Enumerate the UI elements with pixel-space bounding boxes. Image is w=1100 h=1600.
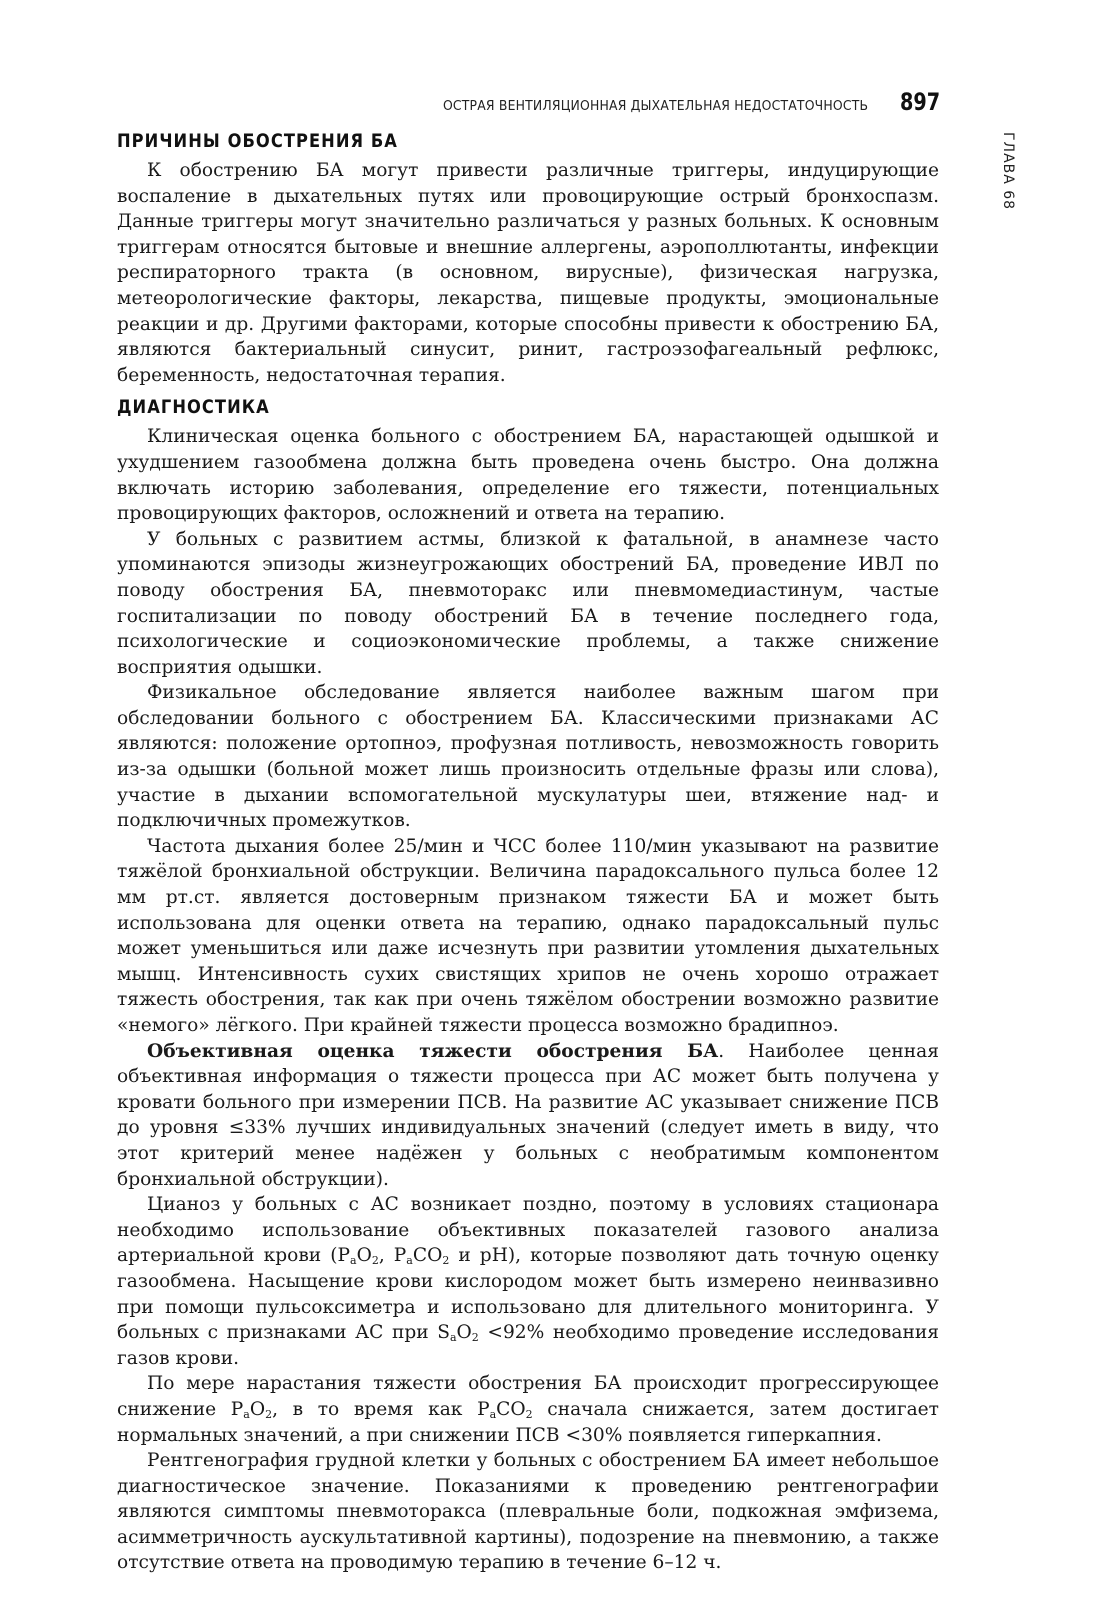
paragraph-lead: Объективная оценка тяжести обострения БА: [147, 1040, 719, 1062]
paragraph: У больных с развитием астмы, близкой к фатальной, в анамнезе часто упоминаются эпизоды жизнеугрожающих обострений БА, проведение ИВЛ по поводу обострения БА, пневмоторакс или пневмомедиастинум, частые госпитализации по поводу обострений БА в течение последнего года, психологические и социоэкономические проблемы, а также снижение восприятия одышки.: [117, 528, 939, 678]
paragraph: [117, 1371, 939, 1448]
page-body: [117, 128, 939, 1576]
paragraph-text: , P: [378, 1245, 407, 1267]
paragraph-text: <92% необходимо проведение исследования газов крови.: [117, 1322, 939, 1369]
paragraph-text: сначала снижается, затем достигает нормальных значений, а при снижении ПСВ <30% появляется гиперкапния.: [117, 1398, 939, 1446]
paragraph-text: CO: [412, 1245, 443, 1267]
subscript: a: [406, 1254, 413, 1268]
paragraph-text: O: [249, 1398, 266, 1420]
paragraph: Частота дыхания более 25/мин и ЧСС более 110/мин указывают на развитие тяжёлой бронхиальной обструкции. Величина парадоксального пульса более 12 мм рт.ст. является достоверным признаком тяжести БА и может быть использована для оценки ответа на терапию, однако парадоксальный пульс может уменьшиться или даже исчезнуть при развитии утомления дыхательных мышц. Интенсивность сухих свистящих хрипов не очень хорошо отражает тяжесть обострения, так как при очень тяжёлом обострении возможно развитие «немого» лёгкого. При крайней тяжести процесса возможно брадипноэ.: [117, 835, 939, 1036]
paragraph-text: , в то время как P: [272, 1398, 490, 1420]
paragraph: Клиническая оценка больного с обострением БА, нарастающей одышкой и ухудшением газообмена должна быть проведена очень быстро. Она должна включать историю заболевания, определение его тяжести, потенциальных провоцирующих факторов, осложнений и ответа на терапию.: [117, 426, 939, 525]
subscript: a: [489, 1407, 497, 1421]
running-header: [120, 88, 940, 118]
subscript: a: [350, 1254, 357, 1268]
paragraph: Физикальное обследование является наиболее важным шагом при обследовании больного с обострением БА. Классическими признаками АС являются: положение ортопноэ, профузная потливость, невозможность говорить из-за одышки (больной может лишь произносить отдельные фразы или слова), участие в дыхании вспомогательной мускулатуры шеи, втяжение над- и подключичных промежутков.: [117, 682, 939, 832]
paragraph-text: и pH), которые позволяют дать точную оценку газообмена. Насыщение крови кислородом может быть измерено неинвазивно при помощи пульсоксиметра и использовано для длительного мониторинга. У больных с признаками АС при S: [117, 1245, 939, 1344]
paragraph: К обострению БА могут привести различные триггеры, индуцирующие воспаление в дыхательных путях или провоцирующие острый бронхоспазм. Данные триггеры могут значительно различаться у разных больных. К основным триггерам относятся бытовые и внешние аллергены, аэрополлютанты, инфекции респираторного тракта (в основном, вирусные), физическая нагрузка, метеорологические факторы, лекарства, пищевые продукты, эмоциональные реакции и др. Другими факторами, которые способны привести к обострению БА, являются бактериальный синусит, ринит, гастроэзофагеальный рефлюкс, беременность, недостаточная терапия.: [117, 160, 939, 386]
paragraph-text: Цианоз у больных с АС возникает поздно, поэтому в условиях стационара необходимо использование объективных показателей газового анализа артериальной крови (P: [117, 1194, 939, 1267]
subscript: a: [449, 1331, 457, 1345]
page-number: 897: [899, 88, 940, 116]
section-heading-diagnostics: ДИАГНОСТИКА: [117, 397, 270, 419]
paragraph: [117, 1192, 939, 1371]
subscript: 2: [442, 1254, 450, 1268]
subscript: 2: [525, 1407, 533, 1421]
paragraph-text: . Наиболее ценная объективная информация о тяжести процесса при АС может быть получена у кровати больного при измерении ПСВ. На развитие АС указывает снижение ПСВ до уровня ≤33% лучших индивидуальных значений (следует иметь в виду, что этот критерий менее надёжен у больных с необратимым компонентом бронхиальной обструкции).: [117, 1040, 939, 1190]
paragraph-text: O: [356, 1245, 372, 1267]
side-chapter-label: ГЛАВА 68: [1000, 132, 1016, 211]
paragraph-text: По мере нарастания тяжести обострения БА происходит прогрессирующее снижение P: [117, 1373, 939, 1420]
paragraph: [117, 1039, 939, 1193]
subscript: a: [243, 1407, 250, 1421]
subscript: 2: [265, 1407, 273, 1421]
paragraph-text: CO: [496, 1398, 526, 1420]
subscript: 2: [471, 1331, 479, 1345]
running-title: ОСТРАЯ ВЕНТИЛЯЦИОННАЯ ДЫХАТЕЛЬНАЯ НЕДОСТАТОЧНОСТЬ: [442, 98, 868, 114]
paragraph: Рентгенография грудной клетки у больных с обострением БА имеет небольшое диагностическое значение. Показаниями к проведению рентгенографии являются симптомы пневмоторакса (плевральные боли, подкожная эмфизема, асимметричность аускультативной картины), подозрение на пневмонию, а также отсутствие ответа на проводимую терапию в течение 6–12 ч.: [117, 1450, 939, 1574]
section-heading-causes: ПРИЧИНЫ ОБОСТРЕНИЯ БА: [117, 131, 398, 152]
subscript: 2: [371, 1254, 379, 1268]
paragraph-text: O: [456, 1322, 472, 1344]
